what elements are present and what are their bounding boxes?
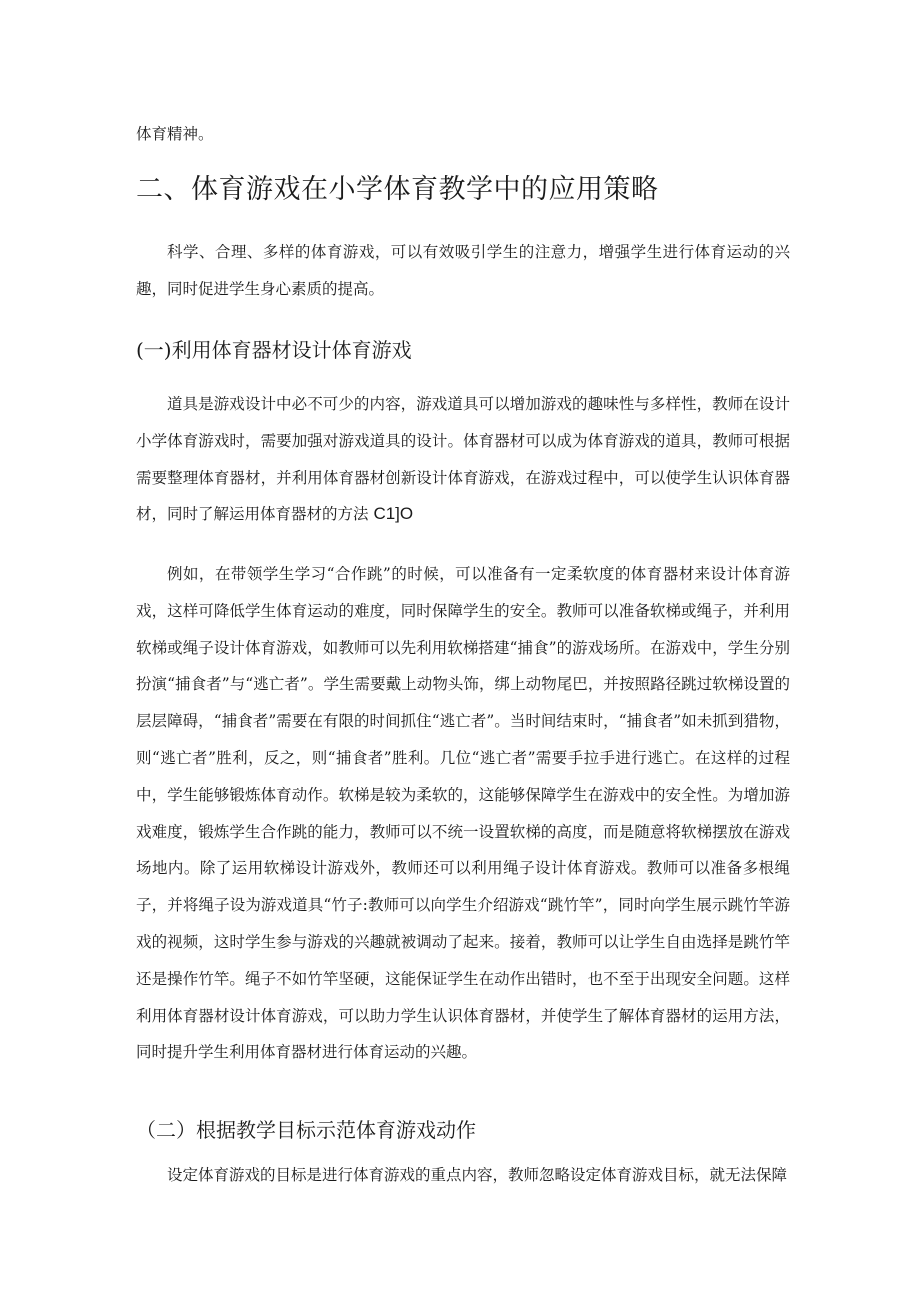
paragraph-text: 道具是游戏设计中必不可少的内容，游戏道具可以增加游戏的趣味性与多样性，教师在设计小学体育游戏时，需要加强对游戏道具的设计。体育器材可以成为体育游戏的道具，教师可根据需要整理体育器材，并利用体育器材创新设计体育游戏，在游戏过程中，可以使学生认识体育器材，同时了解运用体育器材的方法 [136, 395, 790, 524]
subsection-2-paragraph-1: 设定体育游戏的目标是进行体育游戏的重点内容，教师忽略设定体育游戏目标，就无法保障 [167, 1166, 788, 1184]
subsection-1-paragraph-1 [136, 386, 790, 533]
subsection-2-title: （二）根据教学目标示范体育游戏动作 [136, 1118, 476, 1142]
citation-marker: C1]O [373, 504, 414, 524]
intro-paragraph: 科学、合理、多样的体育游戏，可以有效吸引学生的注意力，增强学生进行体育运动的兴趣，同时促进学生身心素质的提高。 [136, 243, 790, 298]
subsection-1-title: (一)利用体育器材设计体育游戏 [136, 338, 412, 362]
top-text-fragment: 体育精神。 [136, 125, 214, 143]
subsection-1-paragraph-2: 例如，在带领学生学习“合作跳”的时候，可以准备有一定柔软度的体育器材来设计体育游戏，这样可降低学生体育运动的难度，同时保障学生的安全。教师可以准备软梯或绳子，并利用软梯或绳子设计体育游戏，如教师可以先利用软梯搭建“捕食”的游戏场所。在游戏中，学生分别扮演“捕食者”与“逃亡者”。学生需要戴上动物头饰，绑上动物尾巴，并按照路径跳过软梯设置的层层障碍，“捕食者”需要在有限的时间抓住“逃亡者”。当时间结束时，“捕食者”如未抓到猎物，则“逃亡者”胜利，反之，则“捕食者”胜利。几位“逃亡者”需要手拉手进行逃亡。在这样的过程中，学生能够锻炼体育动作。软梯是较为柔软的，这能够保障学生在游戏中的安全性。为增加游戏难度，锻炼学生合作跳的能力，教师可以不统一设置软梯的高度，而是随意将软梯摆放在游戏场地内。除了运用软梯设计游戏外，教师还可以利用绳子设计体育游戏。教师可以准备多根绳子，并将绳子设为游戏道具“竹子:教师可以向学生介绍游戏“跳竹竿”，同时向学生展示跳竹竿游戏的视频，这时学生参与游戏的兴趣就被调动了起来。接着，教师可以让学生自由选择是跳竹竿还是操作竹竿。绳子不如竹竿坚硬，这能保证学生在动作出错时，也不至于出现安全问题。这样利用体育器材设计体育游戏，可以助力学生认识体育器材，并使学生了解体育器材的运用方法，同时提升学生利用体育器材进行体育运动的兴趣。 [136, 565, 790, 1062]
section-title: 二、体育游戏在小学体育教学中的应用策略 [136, 174, 659, 205]
